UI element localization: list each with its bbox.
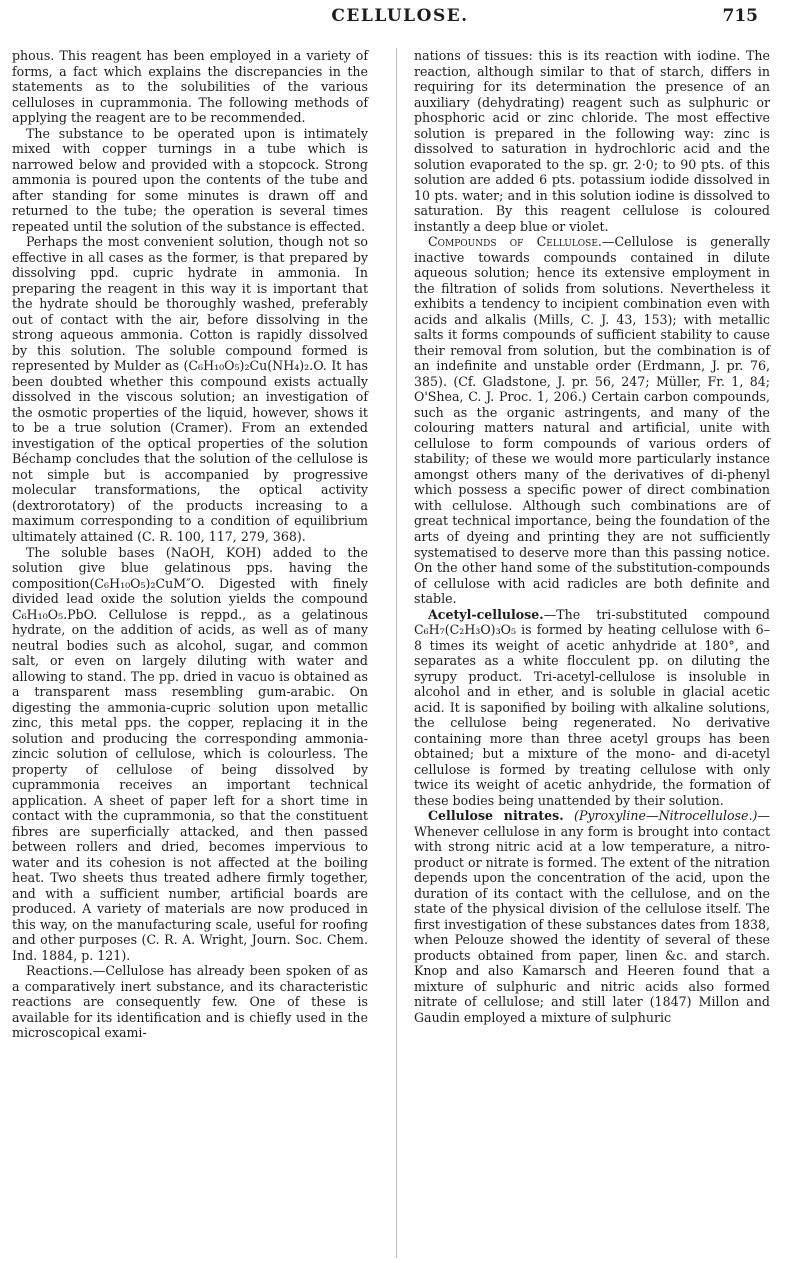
section-text: —Whenever cellulose in any form is brought into contact with strong nitric acid at a low temperature, a nitro-product or nitrate is formed. The extent of the nitration depends upon the concentration of the acid, upon the duration of its contact with the cellulose, and on the state of the physical division of the cellulose itself. The first investigation of these substances dates from 1838, when Pelouze showed the identity of several of these products obtained from paper, linen &c. and starch. Knop and also Kamarsch and Heeren found that a mixture of sulphuric and nitric acids also formed nitrate of cellulose; and still later (1847) Millon and Gaudin employed a mixture of sulphuric <box>414 808 770 1025</box>
section-heading: Cellulose nitrates. <box>428 808 564 824</box>
paragraph: Reactions.—Cellulose has already been spoken of as a comparatively inert substance, and its characteristic reactions are consequently few. One of these is available for its identification and is chiefly used in the microscopical exami- <box>12 963 368 1041</box>
paragraph <box>414 808 770 1025</box>
section-heading: Acetyl-cellulose. <box>428 606 544 622</box>
paragraph: Perhaps the most convenient solution, though not so effective in all cases as the former, is that prepared by dissolving ppd. cupric hydrate in ammonia. In preparing the reagent in this way it is important that the hydrate should be thoroughly washed, preferably out of contact with the air, before dissolving in the strong aqueous ammonia. Cotton is rapidly dissolved by this solution. The soluble compound formed is represented by Mulder as (C₆H₁₀O₅)₂Cu(NH₄)₂.O. It has been doubted whether this compound exists actually dissolved in the viscous solution; an investigation of the osmotic properties of the liquid, however, shows it to be a true solution (Cramer). From an extended investigation of the optical properties of the solution Béchamp concludes that the solution of the cellulose is not simple but is accompanied by progressive molecular transformations, the optical activity (dextrorotatory) of the products increasing to a maximum corresponding to a condition of equilibrium ultimately attained (C. R. 100, 117, 279, 368). <box>12 234 368 544</box>
running-title: CELLULOSE. <box>331 6 469 26</box>
paragraph: The soluble bases (NaOH, KOH) added to the solution give blue gelatinous pps. having the composition(C₆H₁₀O₅)₂CuM″O. Digested with finely divided lead oxide the solution yields the compound C₆H₁₀O₅.PbO. Cellulose is reppd., as a gelatinous hydrate, on the addition of acids, as well as of many neutral bodies such as alcohol, sugar, and common salt, or even on largely diluting with water and allowing to stand. The pp. dried in vacuo is obtained as a transparent mass resembling gum-arabic. On digesting the ammonia-cupric solution upon metallic zinc, this metal pps. the copper, replacing it in the solution and producing the corresponding ammonia-zincic solution of cellulose, which is colourless. The property of cellulose of being dissolved by cuprammonia receives an important technical application. A sheet of paper left for a short time in contact with the cuprammonia, so that the constituent fibres are superficially attacked, and then passed between rollers and dried, becomes impervious to water and its cohesion is not affected at the boiling heat. Two sheets thus treated adhere firmly together, and with a sufficient number, artificial boards are produced. A variety of materials are now produced in this way, on the manufacturing scale, useful for roofing and other purposes (C. R. A. Wright, Journ. Soc. Chem. Ind. 1884, p. 121). <box>12 544 368 963</box>
section-text: —The tri-substituted compound C₆H₇(C₂H₃O)₃O₅ is formed by heating cellulose with 6–8 times its weight of acetic anhydride at 180°, and separates as a white flocculent pp. on diluting the syrupy product. Tri-acetyl-cellulose is insoluble in alcohol and in ether, and is soluble in glacial acetic acid. It is saponified by boiling with alkaline solutions, the cellulose being regenerated. No derivative containing more than three acetyl groups has been obtained; but a mixture of the mono- and di-acetyl cellulose is formed by treating cellulose with only twice its weight of acetic anhydride, the formation of these bodies being unattended by their solution. <box>414 606 770 808</box>
paragraph <box>414 234 770 606</box>
section-text: —Cellulose is generally inactive towards compounds contained in dilute aqueous solution; hence its extensive employment in the filtration of solids from solutions. Nevertheless it exhibits a tendency to incipient combination even with acids and alkalis (Mills, C. J. 43, 153); with metallic salts it forms compounds of sufficient stability to cause their removal from solution, but the combination is of an indefinite and unstable order (Erdmann, J. pr. 76, 385). (Cf. Gladstone, J. pr. 56, 247; Müller, Fr. 1, 84; O'Shea, C. J. Proc. 1, 206.) Certain carbon compounds, such as the organic astringents, and many of the colouring matters natural and artificial, unite with cellulose to form compounds of various orders of stability; of these we would more particularly instance amongst others many of the derivatives of di-phenyl which possess a specific power of direct combination with cellulose. Although such combinations are of great technical importance, being the foundation of the arts of dyeing and printing they are not sufficiently systematised to deserve more than this passing notice. On the other hand some of the substitution-compounds of cellulose with acid radicles are both definite and stable. <box>414 234 771 607</box>
page-header <box>0 0 800 44</box>
section-heading: Compounds of Cellulose. <box>428 234 602 250</box>
paragraph: nations of tissues: this is its reaction with iodine. The reaction, although similar to that of starch, differs in requiring for its determination the presence of an auxiliary (dehydrating) reagent such as sulphuric or phosphoric acid or zinc chloride. The most effective solution is prepared in the following way: zinc is dissolved to saturation in hydrochloric acid and the solution evaporated to the sp. gr. 2·0; to 90 pts. of this solution are added 6 pts. potassium iodide dissolved in 10 pts. water; and in this solution iodine is dissolved to saturation. By this reagent cellulose is coloured instantly a deep blue or violet. <box>414 48 770 234</box>
section-subheading: (Pyroxyline—Nitrocellulose.) <box>574 808 758 824</box>
paragraph: The substance to be operated upon is intimately mixed with copper turnings in a tube which is narrowed below and provided with a stopcock. Strong ammonia is poured upon the contents of the tube and after standing for some minutes is drawn off and returned to the tube; the operation is several times repeated until the solution of the substance is effected. <box>12 125 368 234</box>
column-divider <box>396 48 397 1258</box>
paragraph: phous. This reagent has been employed in a variety of forms, a fact which explains the discrepancies in the statements as to the solubilities of the various celluloses in cuprammonia. The following methods of applying the reagent are to be recommended. <box>12 48 368 126</box>
left-column <box>12 48 368 1041</box>
right-column <box>414 48 770 1025</box>
page-number: 715 <box>722 6 758 26</box>
paragraph <box>414 607 770 809</box>
